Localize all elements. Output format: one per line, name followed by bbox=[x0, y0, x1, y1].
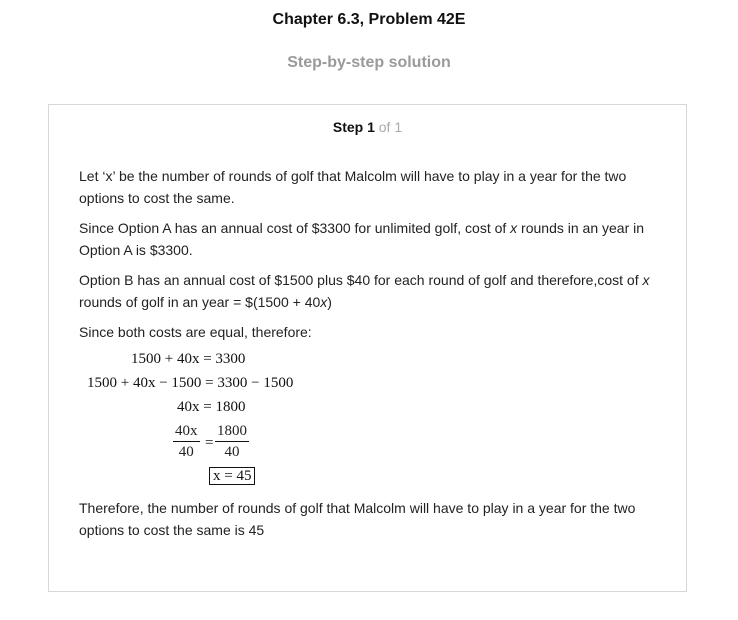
solution-box bbox=[48, 104, 687, 592]
boxed-answer: x = 45 bbox=[209, 467, 255, 485]
option-a-text-start: Since Option A has an annual cost of $3300 for unlimited golf, cost of bbox=[79, 220, 511, 236]
paragraph-option-b bbox=[79, 269, 669, 313]
variable-x: x bbox=[320, 294, 328, 310]
fraction-right-denominator: 40 bbox=[224, 444, 240, 460]
step-label: Step 1 bbox=[332, 119, 375, 135]
fraction-left-denominator: 40 bbox=[178, 444, 194, 460]
equation-3: 40x = 1800 bbox=[177, 399, 246, 415]
step-count: of 1 bbox=[378, 119, 403, 135]
variable-x: x bbox=[642, 272, 650, 288]
fraction-right bbox=[215, 423, 249, 461]
fraction-equals-sign: = bbox=[205, 435, 214, 451]
equation-2: 1500 + 40x − 1500 = 3300 − 1500 bbox=[87, 375, 294, 391]
equation-1: 1500 + 40x = 3300 bbox=[131, 351, 246, 367]
option-a-text-end: rounds in an year in Option A is $3300. bbox=[79, 220, 645, 258]
variable-x: x bbox=[510, 220, 518, 236]
paragraph-conclusion: Therefore, the number of rounds of golf that Malcolm will have to play in a year for the two options to cost the same is 45 bbox=[79, 500, 636, 538]
paragraph-definition: Let ‘x’ be the number of rounds of golf that Malcolm will have to play in a year for the two options to cost the same. bbox=[79, 168, 627, 206]
fraction-left-numerator: 40x bbox=[173, 423, 200, 442]
option-b-text-mid: rounds of golf in an year = $(1500 + 40 bbox=[79, 294, 321, 310]
final-answer-box bbox=[209, 468, 255, 485]
fraction-right-numerator: 1800 bbox=[215, 423, 249, 442]
option-b-text-end: ) bbox=[327, 294, 332, 310]
paragraph-equal-costs: Since both costs are equal, therefore: bbox=[79, 324, 312, 340]
page-title: Chapter 6.3, Problem 42E bbox=[272, 11, 466, 28]
fraction-left bbox=[173, 423, 200, 461]
paragraph-option-a bbox=[79, 217, 669, 261]
step-header bbox=[49, 119, 686, 135]
solution-subtitle: Step-by-step solution bbox=[287, 54, 451, 71]
option-b-text-start: Option B has an annual cost of $1500 plus $40 for each round of golf and therefore,cost of bbox=[79, 272, 643, 288]
